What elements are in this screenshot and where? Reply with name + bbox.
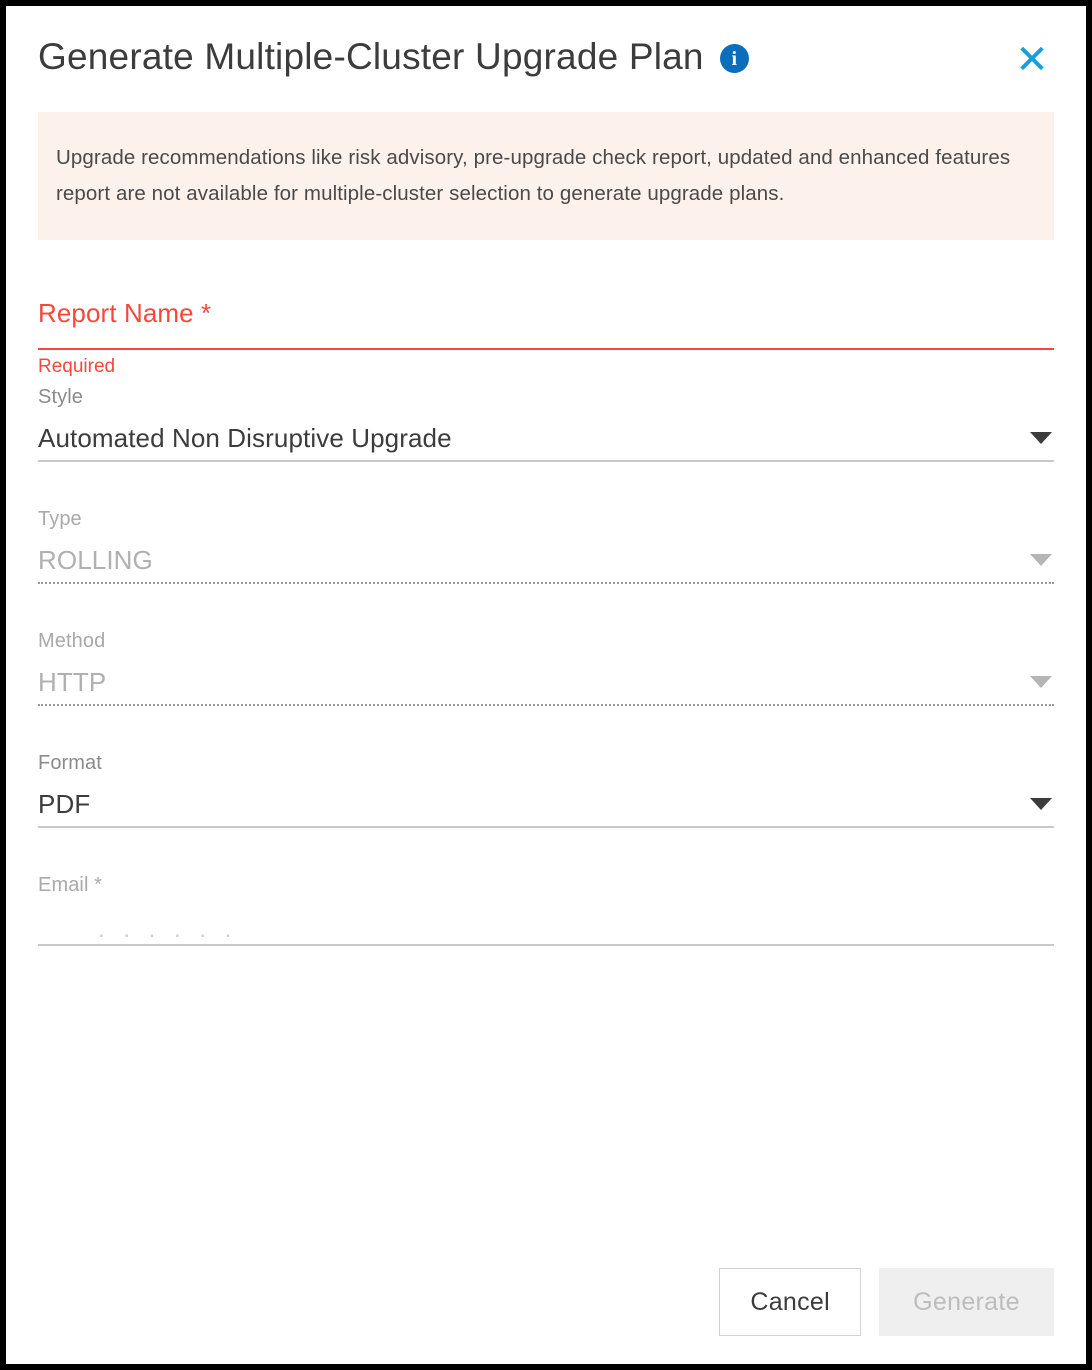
generate-upgrade-plan-dialog [6, 6, 1086, 1364]
email-input[interactable]: . . . . . . [98, 916, 238, 943]
report-name-label: Report Name * [38, 298, 212, 328]
chevron-down-icon [1030, 554, 1052, 566]
report-name-input[interactable] [38, 296, 1054, 348]
method-underline [38, 704, 1054, 706]
field-method [38, 628, 1054, 706]
method-select [38, 654, 1054, 704]
format-value: PDF [38, 789, 91, 819]
close-icon[interactable]: ✕ [1015, 38, 1049, 82]
chevron-down-icon [1030, 798, 1052, 810]
format-select[interactable] [38, 776, 1054, 826]
field-format [38, 750, 1054, 828]
type-value: ROLLING [38, 545, 153, 575]
style-label: Style [38, 386, 83, 408]
style-select[interactable] [38, 410, 1054, 460]
info-banner-text: Upgrade recommendations like risk advisory, pre-upgrade check report, updated and enhanced features report are not available for multiple-cluster selection to generate upgrade plans. [56, 146, 1011, 205]
info-banner [38, 112, 1054, 240]
style-underline [38, 460, 1054, 462]
type-select [38, 532, 1054, 582]
email-label: Email * [38, 874, 103, 896]
type-underline [38, 582, 1054, 584]
style-value: Automated Non Disruptive Upgrade [38, 423, 452, 453]
field-email [38, 872, 1054, 946]
info-icon[interactable]: i [720, 44, 749, 73]
email-underline [38, 944, 1054, 946]
page-title: Generate Multiple-Cluster Upgrade Plan [38, 36, 704, 77]
method-label: Method [38, 630, 106, 652]
format-underline [38, 826, 1054, 828]
chevron-down-icon [1030, 676, 1052, 688]
field-report-name [38, 296, 1054, 384]
dialog-footer [38, 1268, 1054, 1336]
field-type [38, 506, 1054, 584]
method-value: HTTP [38, 667, 107, 697]
type-label: Type [38, 508, 82, 530]
format-label: Format [38, 752, 102, 774]
dialog-form [38, 296, 1054, 946]
dialog-header [38, 6, 1054, 92]
chevron-down-icon [1030, 432, 1052, 444]
cancel-button[interactable]: Cancel [719, 1268, 861, 1336]
report-name-error: Required [38, 356, 116, 377]
generate-button: Generate [879, 1268, 1054, 1336]
field-style [38, 384, 1054, 462]
